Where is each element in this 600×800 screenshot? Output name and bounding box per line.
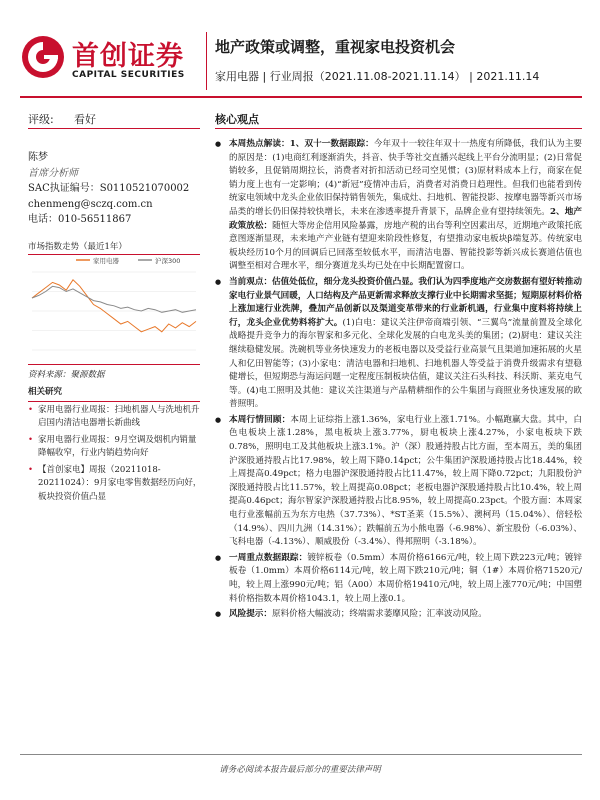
bullet-paragraph bbox=[215, 276, 582, 412]
p1-text: 今年双十一较往年双十一热度有所降低，我们认为主要的原因是：(1)电商红利逐渐消失，抖音、快手等社交直播兴起线上平台分流明显；(2)日常促销较多，且促销周期拉长，消费者对折扣活动已经司空见惯；(3)原材料成本上行，商家在促销力度上也有一定影响；(4)“新冠”疫情冲击后，消费者对消费日趋理性。但我们也能看到传统家电领域中龙头企业依旧保持销售领先，集成灶、扫地机、智能投影、按摩电器等新兴市场品类的增长仍旧保持较快增长，未来在渗透率提升背景下，品牌企业有望持续领先。 bbox=[229, 139, 582, 217]
header-divider bbox=[206, 32, 207, 90]
legal-footer: 请务必阅读本报告最后部分的重要法律声明 bbox=[219, 765, 381, 775]
analyst-title: 首席分析师 bbox=[28, 167, 78, 179]
logo-text-cn: 首创证券 bbox=[72, 41, 184, 72]
report-title: 地产政策或调整，重视家电投资机会 bbox=[215, 38, 456, 56]
legend-label: 沪深300 bbox=[155, 257, 181, 265]
p5-head: 风险提示： bbox=[229, 609, 272, 620]
header-rule bbox=[20, 96, 582, 98]
p2-text: (1)白电：建议关注伊帝商端引领、“三翼鸟”流量前置及全球化战略提升竞争力的海尔智家和多元化、全球化发展的白电龙头美的集团；(2)厨电：建议关注继续稳健发展。洗碗机等业务快速发力的老板电器以及受益行业高景气且渠道加速拓展的火星人和亿田智能等；(3)小家电：清洁电器和扫地机、扫地机器人等受益于消费升级需求有望稳健增长，但短期恐与海运问题一定程度压制板块估值，建议关注石头科技、科沃斯、莱克电气等。(4)电工照明及其他：建议关注渠道与产品精耕细作的公牛集团与商照业务快速发展的欧普照明。 bbox=[229, 317, 582, 410]
analyst-block bbox=[28, 150, 203, 228]
logo-mark-icon bbox=[20, 34, 66, 80]
report-subtitle: 家用电器 | 行业周报（2021.11.08-2021.11.14） | 2021.11.14 bbox=[215, 70, 540, 83]
main-content bbox=[215, 138, 582, 624]
logo-text-en: CAPITAL SECURITIES bbox=[72, 70, 185, 80]
p2-head: 当前观点：估值处低位，细分龙头投资价值凸显。我们认为四季度地产交房数据有望好转推动家电行业景气回暖，人口结构及产品更新需求释放支撑行业中长期需求坚挺；短期原材料价格上涨加速行业洗牌，叠加产品创新以及渠道变革带来的行业新机遇，行业集中度料将持续上行，龙头企业优势料将扩大。 bbox=[229, 276, 582, 328]
p5-text: 原料价格大幅波动；终端需求萎靡风险；汇率波动风险。 bbox=[271, 609, 487, 620]
related-heading: 相关研究 bbox=[28, 386, 200, 402]
chart-source: 资料来源：聚源数据 bbox=[28, 364, 200, 380]
p3-head: 本周行情回顾： bbox=[229, 414, 291, 425]
p4-head: 一周重点数据跟踪： bbox=[229, 552, 308, 563]
chart-title: 市场指数走势（最近1年） bbox=[28, 240, 200, 255]
market-index-chart bbox=[28, 254, 200, 354]
footer-rule bbox=[20, 754, 582, 755]
p3-text: 本周上证综指上涨1.36%，家电行业上涨1.71%。小幅跑赢大盘。其中，白色电板块上涨1.28%，黑电板块上涨3.77%，厨电板块上涨4.27%，小家电板块下跌0.78%，照明电工及其他板块上涨3.1%。沪（深）股通持股占比方面，至本周五，美的集团沪深股通持股占比17.98%，较上周下降0.14pct；公牛集团沪深股通持股占比18.44%，较上周提高0.49pct；格力电器沪深股通持股占比11.47%，较上周下降0.72pct；九阳股份沪深股通持股占比11.57%，较上周提高0.08pct；老板电器沪深股通持股占比10.4%，较上周提高0.46pct；海尔智家沪深股通持股占比8.95%，较上周提高0.23pct。个股方面：本周家电行业涨幅前五为东方电热（37.73%）、*ST圣莱（15.5%）、澳柯玛（15.04%）、倍轻松（14.9%）、四川九洲（14.31%）；跌幅前五为小熊电器（-6.98%）、新宝股份（-6.03%）、飞科电器（-4.13%）、顺威股份（-3.4%）、得邦照明（-3.18%）。 bbox=[229, 414, 582, 548]
analyst-sac: SAC执证编号：S0110521070002 bbox=[28, 183, 190, 194]
company-logo bbox=[20, 30, 195, 90]
legend-label: 家用电器 bbox=[93, 257, 119, 265]
rating-label: 评级: bbox=[28, 113, 54, 126]
bullet-paragraph bbox=[215, 414, 582, 550]
related-research bbox=[28, 386, 203, 507]
p1b-head: 2、地产政策放松： bbox=[229, 206, 582, 231]
series-line-沪深300 bbox=[32, 286, 196, 312]
p1b-text: 随恒大等房企信用风险暴露，房地产税的出台等利空因素出尽，近期地产政策托底意图逐渐显现，未来地产产业链有望迎来阶段性修复，有望推动家电板块β端复苏。传统家电板块经历10个月的回调后已回落至较低水平，而清洁电器、智能投影等新兴成长赛道估值也调整至相对合理水平，细分赛道龙头均已处在中长期配置窗口。 bbox=[229, 220, 582, 272]
left-rule bbox=[28, 128, 200, 129]
p1-head: 本周热点解读：1、双十一数据跟踪： bbox=[229, 139, 374, 149]
analyst-phone: 电话：010-56511867 bbox=[28, 214, 132, 225]
related-item[interactable]: • 家用电器行业周报：扫地机器人与洗地机升启国内清洁电器增长新曲线 bbox=[28, 404, 203, 431]
related-item[interactable]: • 【首创家电】周报（20211018-20211024）：9月家电零售数据经历向好，板块投资价值凸显 bbox=[28, 464, 203, 505]
bullet-paragraph bbox=[215, 552, 582, 606]
right-rule bbox=[215, 128, 582, 129]
bullet-paragraph bbox=[215, 138, 582, 274]
rating-value: 看好 bbox=[74, 113, 96, 126]
related-item[interactable]: • 家用电器行业周报：9月空调及烟机内销量降幅收窄，行业内销趋势向好 bbox=[28, 434, 203, 461]
core-heading: 核心观点 bbox=[215, 113, 259, 126]
analyst-email[interactable]: chenmeng@sczq.com.cn bbox=[28, 198, 153, 210]
analyst-name: 陈梦 bbox=[28, 152, 48, 163]
bullet-paragraph bbox=[215, 608, 582, 622]
p4-text: 镀锌板卷（0.5mm）本周价格6166元/吨，较上周下跌223元/吨；镀锌板卷（1.0mm）本周价格6114元/吨，较上周下跌210元/吨；铜（1#）本周价格71520元/吨，较上周上涨990元/吨；铝（A00）本周价格19410元/吨，较上周上涨770元/吨；中国塑料价格指数本周价格1043.1，较上周上涨0.1。 bbox=[229, 552, 582, 604]
